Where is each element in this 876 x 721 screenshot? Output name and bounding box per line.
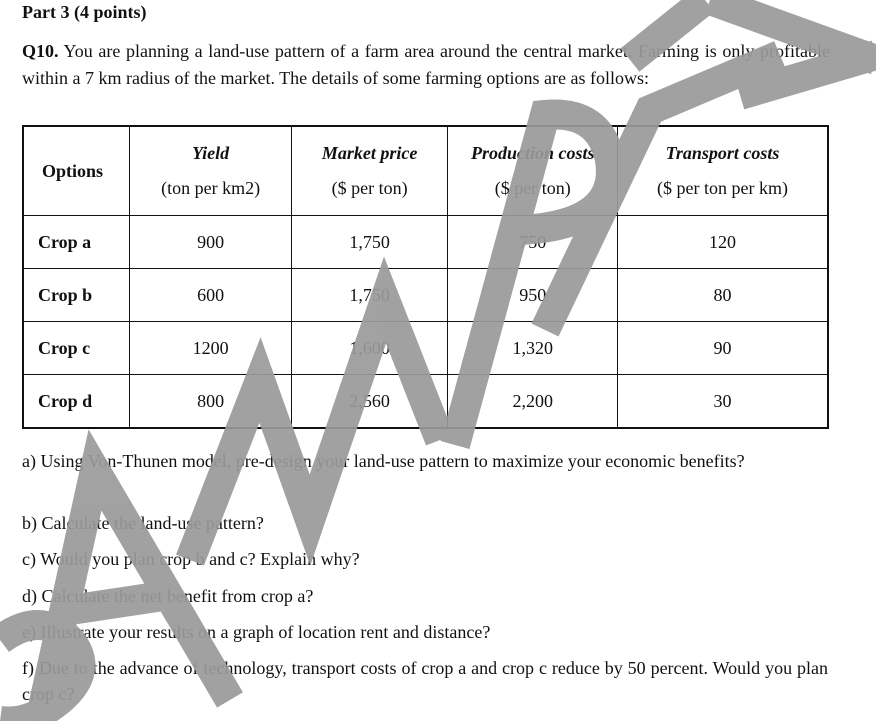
cell-market-price: 1,750: [291, 216, 448, 269]
cell-market-price: 2,560: [291, 375, 448, 429]
cell-option: Crop b: [23, 269, 130, 322]
header-unit: ($ per ton): [331, 178, 408, 198]
table-row: [23, 375, 828, 429]
header-options: [23, 126, 130, 216]
cell-yield: 900: [130, 216, 291, 269]
cell-option: Crop c: [23, 322, 130, 375]
header-unit: ($ per ton per km): [657, 178, 788, 198]
cell-option: Crop d: [23, 375, 130, 429]
subquestion-e: e) Illustrate your results on a graph of location rent and distance?: [22, 622, 491, 642]
header-market-price: [291, 126, 448, 216]
cell-production-costs: 1,320: [448, 322, 618, 375]
subquestion-c: c) Would you plan crop b and c? Explain why?: [22, 549, 360, 569]
table-row: [23, 269, 828, 322]
subquestion-f: f) Due to the advance of technology, transport costs of crop a and crop c reduce by 50 percent. Would you plan crop c?: [22, 658, 828, 704]
cell-option: Crop a: [23, 216, 130, 269]
question-body: You are planning a land-use pattern of a farm area around the central market. Farming is only profitable within a 7 km radius of the market. The details of some farming options are as follows:: [22, 41, 830, 88]
header-title: Yield: [192, 143, 230, 163]
cell-yield: 600: [130, 269, 291, 322]
cell-production-costs: 2,200: [448, 375, 618, 429]
header-title: Options: [42, 160, 104, 181]
cell-transport-costs: 30: [618, 375, 828, 429]
part-title: Part 3 (4 points): [22, 2, 147, 22]
header-unit: ($ per ton): [494, 178, 571, 198]
table-header-row: [23, 126, 828, 216]
header-production-costs: [448, 126, 618, 216]
subquestion-a: a) Using Von-Thunen model, pre-design your land-use pattern to maximize your economic benefits?: [22, 451, 745, 471]
cell-transport-costs: 80: [618, 269, 828, 322]
cell-production-costs: 950: [448, 269, 618, 322]
cell-market-price: 1,600: [291, 322, 448, 375]
header-transport-costs: [618, 126, 828, 216]
cell-market-price: 1,750: [291, 269, 448, 322]
subquestion-d: d) Calculate the net benefit from crop a?: [22, 586, 314, 606]
cell-transport-costs: 120: [618, 216, 828, 269]
cell-transport-costs: 90: [618, 322, 828, 375]
header-title: Production costs: [470, 143, 595, 163]
question-number: Q10.: [22, 41, 59, 61]
cell-production-costs: 750: [448, 216, 618, 269]
header-yield: [130, 126, 291, 216]
header-title: Transport costs: [665, 143, 780, 163]
table-row: [23, 216, 828, 269]
header-unit: (ton per km2): [161, 178, 261, 198]
subquestion-b: b) Calculate the land-use pattern?: [22, 513, 264, 533]
table-row: [23, 322, 828, 375]
cell-yield: 1200: [130, 322, 291, 375]
cell-yield: 800: [130, 375, 291, 429]
question-text: [22, 38, 830, 91]
farming-options-table: [22, 125, 829, 429]
header-title: Market price: [321, 143, 418, 163]
